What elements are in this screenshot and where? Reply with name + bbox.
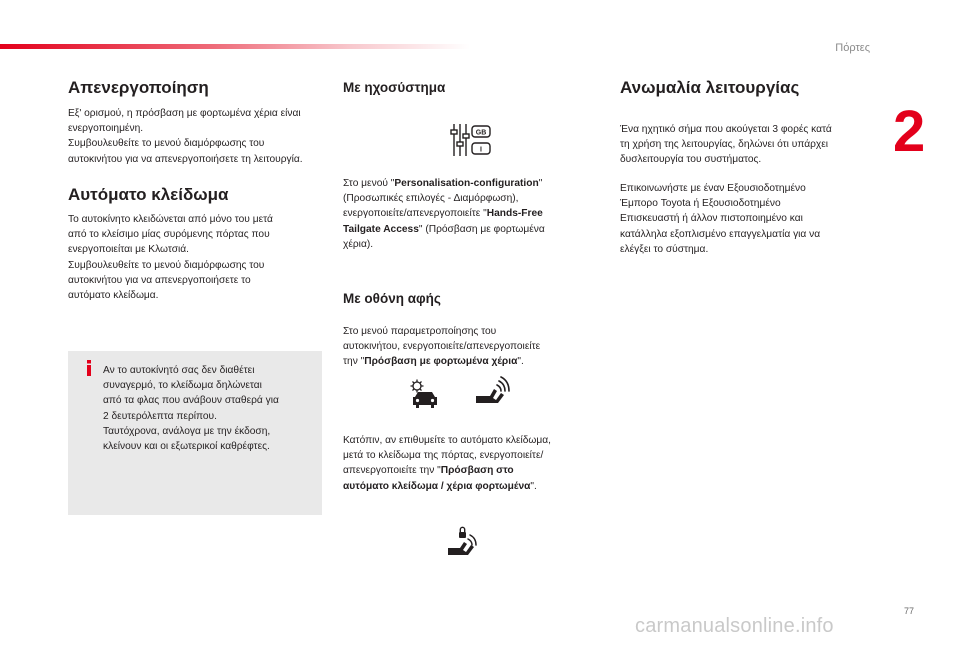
paragraph-deactivation: Εξ' ορισμού, η πρόσβαση με φορτωμένα χέρια είναι ενεργοποιημένη. Συμβουλευθείτε το μενού διαμόρφωσης του αυτοκινήτου για να απενεργοποιήσετε τη λειτουργία.: [68, 108, 303, 165]
header-accent-bar: [0, 44, 470, 49]
paragraph-malfunction: Ένα ηχητικό σήμα που ακούγεται 3 φορές κατά τη χρήση της λειτουργίας, δηλώνει ότι υπάρχει δυσλειτουργία του συστήματος.: [620, 124, 832, 166]
info-icon: [84, 360, 94, 376]
heading-deactivation: Απενεργοποίηση: [68, 78, 209, 97]
paragraph-audio-menu: Στο μενού "Personalisation-configuration" (Προσωπικές επιλογές - Διαμόρφωση), ενεργοποιείτε/απενεργοποιείτε "Hands-Free Tailgate Access" (Πρόσβαση με φορτωμένα χέρια).: [343, 178, 545, 250]
chapter-number: 2: [893, 99, 926, 164]
page-number: 77: [904, 606, 915, 616]
heading-auto-lock: Αυτόματο κλείδωμα: [68, 185, 229, 204]
heading-malfunction: Ανωμαλία λειτουργίας: [620, 78, 800, 97]
gb-label: GB: [475, 129, 487, 137]
heading-touchscreen: Με οθόνη αφής: [343, 291, 441, 306]
paragraph-auto-lock-activation: Κατόπιν, αν επιθυμείτε το αυτόματο κλείδωμα, μετά το κλείδωμα της πόρτας, ενεργοποιείτε/ απενεργοποιείτε την "Πρόσβαση στο αυτόματο κλείδωμα / χέρια φορτωμένα".: [343, 435, 551, 492]
left-column: [68, 78, 333, 167]
hands-free-tailgate-icon: [474, 376, 510, 404]
audio-settings-icon: [450, 122, 492, 158]
watermark: carmanualsonline.info: [635, 615, 834, 637]
auto-lock-hands-free-icon: [446, 526, 480, 556]
section-title: Πόρτες: [835, 42, 870, 54]
paragraph-contact-dealer: Επικοινωνήστε με έναν Εξουσιοδοτημένο Έμπορο Toyota ή Εξουσιοδοτημένο Επισκευαστή ή άλλον πιστοποιημένο και κατάλληλα εξοπλισμένο επαγγελματία για να ελέγξει το σύστημα.: [620, 183, 821, 255]
paragraph-touchscreen: Στο μενού παραμετροποίησης του αυτοκινήτου, ενεργοποιείτε/απενεργοποιείτε την "Πρόσβαση με φορτωμένα χέρια".: [343, 326, 541, 368]
info-text: Αν το αυτοκίνητό σας δεν διαθέτει συναγερμό, το κλείδωμα δηλώνεται από τα φλας που ανάβουν σταθερά για 2 δευτερόλεπτα περίπου. Ταυτόχρονα, ανάλογα με την έκδοση, κλείνουν και οι εξωτερικοί καθρέφτες.: [103, 365, 279, 453]
vehicle-settings-icon: [406, 378, 442, 410]
heading-audio-system: Με ηχοσύστημα: [343, 80, 446, 95]
paragraph-auto-lock: Το αυτοκίνητο κλειδώνεται από μόνο του μετά από το κλείσιμο μίας συρόμενης πόρτας που ενεργοποιείται με Κλωτσιά. Συμβουλευθείτε το μενού διαμόρφωσης του αυτοκινήτου για να απενεργοποιήσετε το αυτόματο κλείδωμα.: [68, 214, 273, 302]
i-label: I: [480, 146, 482, 154]
left-column-autolock: [68, 185, 333, 303]
